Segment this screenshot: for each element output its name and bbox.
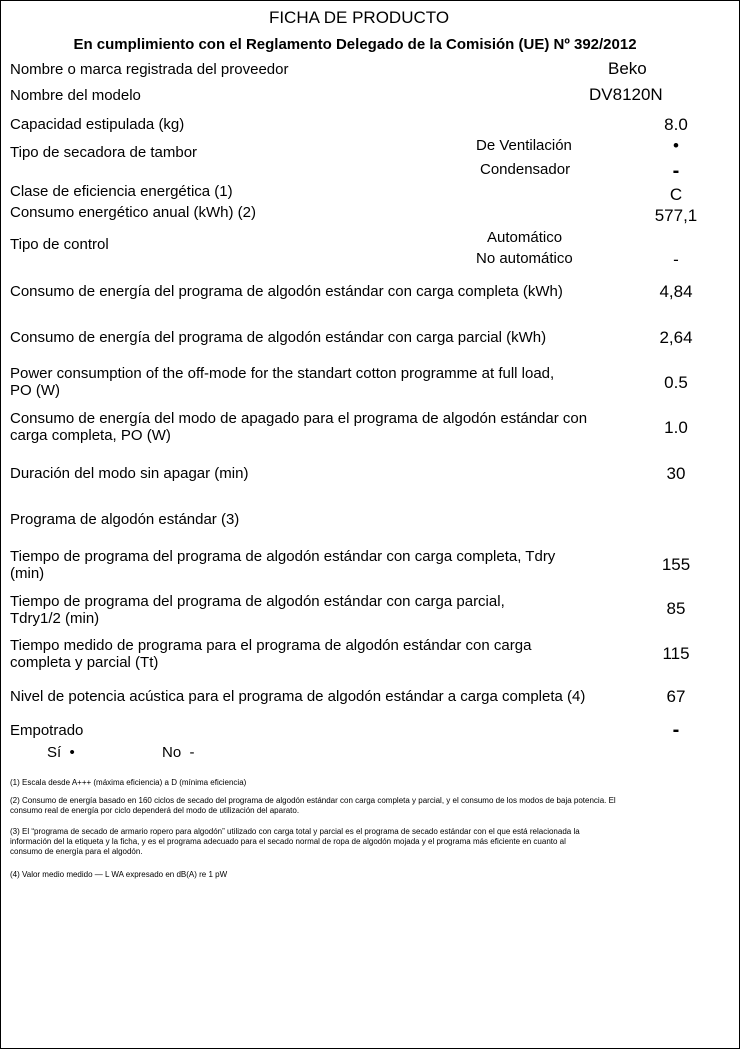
control-manual-label: No automático — [476, 250, 573, 267]
tdry-label: Tiempo de programa del programa de algodón estándar con carga completa, Tdry (min) — [10, 548, 556, 582]
power-off-en-value: 0.5 — [664, 373, 688, 392]
control-auto-label: Automático — [487, 229, 563, 246]
noise-value: 67 — [666, 687, 686, 706]
efficiency-value: C — [669, 185, 683, 204]
noise-label: Nivel de potencia acústica para el programa de algodón estándar a carga completa (4) — [10, 688, 586, 705]
model-label: Nombre del modelo — [10, 87, 141, 104]
programme-label: Programa de algodón estándar (3) — [10, 511, 240, 528]
power-off-es-value: 1.0 — [664, 418, 688, 437]
tdry-half-value: 85 — [666, 599, 686, 618]
tt-value: 115 — [662, 644, 690, 663]
model-value: DV8120N — [589, 85, 663, 104]
footnote-1: (1) Escala desde A+++ (máxima eficiencia) a D (mínima eficiencia) — [10, 778, 247, 787]
dryer-type-vented-value: • — [673, 136, 679, 155]
annual-consumption-label: Consumo energético anual (kWh) (2) — [10, 204, 256, 221]
capacity-value: 8.0 — [664, 115, 688, 134]
full-load-label: Consumo de energía del programa de algodón estándar con carga completa (kWh) — [10, 283, 563, 300]
partial-load-label: Consumo de energía del programa de algodón estándar con carga parcial (kWh) — [10, 329, 547, 346]
supplier-label: Nombre o marca registrada del proveedor — [10, 61, 289, 78]
capacity-label: Capacidad estipulada (kg) — [10, 116, 185, 133]
tt-label: Tiempo medido de programa para el programa de algodón estándar con carga completa y parcial (Tt) — [10, 637, 532, 671]
full-load-value: 4,84 — [659, 282, 693, 301]
builtin-label: Empotrado — [10, 722, 84, 739]
left-on-label: Duración del modo sin apagar (min) — [10, 465, 249, 482]
dryer-type-label: Tipo de secadora de tambor — [10, 144, 198, 161]
partial-load-value: 2,64 — [659, 328, 693, 347]
builtin-value: - — [672, 719, 680, 741]
dryer-type-condenser-value: - — [672, 160, 680, 182]
power-off-en-label: Power consumption of the off-mode for the standart cotton programme at full load, PO (W) — [10, 365, 555, 399]
footnote-3: (3) El “programa de secado de armario ropero para algodón” utilizado con carga total y parcial es el programa de secado estándar con el que está relacionada la información del la etiqueta y la ficha, y es el programa adecuado para el secado normal de ropa de algodón mojada y el programa más eficiente en cuanto al consumo de energía para el algodón. — [10, 827, 580, 856]
dryer-type-condenser: Condensador — [480, 161, 571, 178]
page-title: FICHA DE PRODUCTO — [268, 8, 450, 27]
annual-consumption-value: 577,1 — [654, 206, 698, 225]
builtin-no: No - — [162, 744, 195, 761]
control-manual-value: - — [673, 250, 679, 269]
supplier-value: Beko — [608, 59, 647, 78]
left-on-value: 30 — [666, 464, 686, 483]
dryer-type-vented: De Ventilación — [476, 137, 572, 154]
regulation-subtitle: En cumplimiento con el Reglamento Delegado de la Comisión (UE) Nº 392/2012 — [73, 36, 637, 53]
footnote-2: (2) Consumo de energía basado en 160 ciclos de secado del programa de algodón estándar con carga completa y parcial, y el consumo de los modos de baja potencia. El consumo real de energía por ciclo dependerá del modo de utilización del aparato. — [10, 796, 616, 815]
efficiency-label: Clase de eficiencia energética (1) — [10, 183, 233, 200]
tdry-half-label: Tiempo de programa del programa de algodón estándar con carga parcial, Tdry1/2 (min) — [10, 593, 505, 627]
tdry-value: 155 — [661, 555, 691, 574]
power-off-es-label: Consumo de energía del modo de apagado para el programa de algodón estándar con carga completa, PO (W) — [10, 410, 588, 444]
control-type-label: Tipo de control — [10, 236, 109, 253]
footnote-4: (4) Valor medio medido — L WA expresado en dB(A) re 1 pW — [10, 870, 228, 879]
builtin-yes: Sí • — [47, 744, 75, 761]
